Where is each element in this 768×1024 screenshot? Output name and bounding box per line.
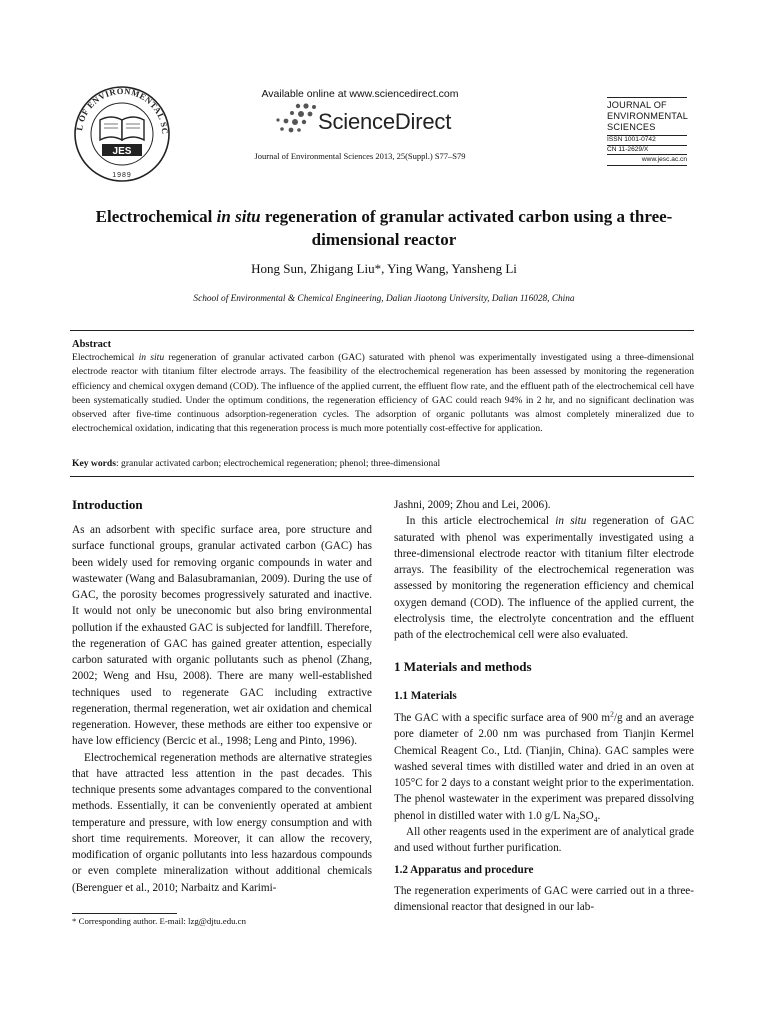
- abstract-top-rule: [70, 330, 694, 331]
- intro-paragraph-3: In this article electrochemical in situ regeneration of GAC saturated with phenol was experimentally investigated using a three-dimensional electrode reactor with titanium filter electrode arrays. The feasibility of the electrochemical regeneration was assessed by monitoring the regeneration efficiency and chemical oxygen demand (COD). The influence of the applied current, the electrolysis time, the electrolyte concentration and the effluent path of the electrochemical cell were also evaluated.: [394, 515, 694, 641]
- sciencedirect-wordmark: ScienceDirect: [318, 109, 452, 134]
- intro-paragraph-1: As an adsorbent with specific surface area, pore structure and surface functional groups, granular activated carbon (GAC) has been widely used for removing organic compounds in water and wastewater (Wang and Balasubramanian, 2009). During the use of GAC, the porosity becomes progressively saturated and inactive. It would not only be uneconomic but also bring environmental pollution if the exhausted GAC is subjected for landfill. Therefore, the regeneration of GAC has gained greater attention, especially carbon saturated with organic pollutants such as phenol (Zhang, 2002; Weng and Hsu, 2008). There are many well-established techniques used to regenerate GAC including extractive regeneration, thermal regeneration, wet air oxidation and chemical regeneration. However, these methods are either too expensive or have low efficiency (Bercic et al., 1998; Leng and Pinto, 1996).: [72, 524, 372, 748]
- journal-website: www.jesc.ac.cn: [641, 156, 687, 163]
- subsection-1-2-heading: 1.2 Apparatus and procedure: [394, 864, 534, 876]
- journal-logo: [62, 84, 182, 184]
- journal-issn: ISSN 1001-0742: [607, 136, 656, 143]
- abstract-text: Electrochemical in situ regeneration of granular activated carbon (GAC) saturated with phenol was experimentally investigated using a three-dimensional electrode reactor with titanium filter electrode arrays. The feasibility of the electrochemical regeneration has been assessed by monitoring the regeneration efficiency and chemical oxygen demand (COD). The influence of the applied current, the effluent flow rate, and the effluent path of the electrochemical cell have been systematically studied. Under the optimum conditions, the regeneration efficiency of GAC could reach 94% in 2 hr, and no significant declination was observed after five-time continuous adsorption-regeneration cycles. The adsorption of organic pollutants was almost completely mineralized due to electrochemical oxidation, indicating that this regeneration process is much more potentially cost-effective for application.: [72, 352, 694, 435]
- materials-paragraph-2: All other reagents used in the experiment are of analytical grade and used without further purification.: [394, 825, 694, 854]
- logo-year: 1989: [112, 172, 132, 179]
- journal-title-line-1: JOURNAL OF: [607, 100, 667, 110]
- journal-title-line-2: ENVIRONMENTAL: [607, 111, 689, 121]
- footnote-rule: [72, 913, 177, 914]
- keywords: Key words: granular activated carbon; electrochemical regeneration; phenol; three-dimensional: [72, 458, 441, 469]
- apparatus-body: [394, 883, 694, 916]
- available-online-text: Available online at www.sciencedirect.com: [261, 88, 459, 100]
- abstract-heading: Abstract: [72, 339, 112, 350]
- article-title: Electrochemical in situ regeneration of granular activated carbon using a three-dimensional reactor: [95, 207, 673, 249]
- introduction-continued: [394, 497, 694, 643]
- section-1-heading: 1 Materials and methods: [394, 659, 532, 674]
- intro-continuation: Jashni, 2009; Zhou and Lei, 2006).: [394, 499, 551, 511]
- apparatus-paragraph-1: The regeneration experiments of GAC were carried out in a three-dimensional reactor that designed in our lab-: [394, 885, 694, 914]
- journal-info-box: [607, 97, 687, 166]
- journal-reference: Journal of Environmental Sciences 2013, 25(Suppl.) S77–S79: [254, 151, 466, 161]
- logo-ring-text: L OF ENVIRONMENTAL SC: [74, 85, 171, 135]
- intro-paragraph-2: Electrochemical regeneration methods are alternative strategies that have attracted less attention in the past decades. This technique presents some advantages compared to the conventional methods. Essentially, it can be conveniently operated at ambient temperature and pressure, with low energy consumption and with short time requirements. Moreover, it can allow the recovery, modification of organic pollutants into less hazardous compounds or even complete mineralization without additional chemicals (Berenguer et al., 2010; Narbaitz and Karimi-: [72, 751, 372, 894]
- logo-abbrev: JES: [112, 146, 132, 157]
- journal-title-line-3: SCIENCES: [607, 122, 656, 132]
- subsection-1-1-heading: 1.1 Materials: [394, 690, 457, 702]
- materials-paragraph-1: The GAC with a specific surface area of 900 $m^2/g$ and an average pore diameter of 2.00 nm was purchased from Tianjin Kermel Chemical Reagent Co., Ltd. (Tianjin, China). GAC samples were washed several times with distilled water and dried in an oven at 105°C for 2 days to a constant weight prior to the experimentation. The phenol wastewater in the experiment was prepared dissolving phenol in distilled water with 1.0 g/L $Na_2SO_4$.: [394, 709, 694, 824]
- abstract-bottom-rule: [70, 476, 694, 477]
- sciencedirect-dots-icon: [268, 102, 320, 136]
- corresponding-author-footnote: * Corresponding author. E-mail: lzg@djtu.edu.cn: [72, 916, 246, 926]
- introduction-body: [72, 522, 372, 896]
- materials-body: [394, 710, 694, 856]
- author-list: Hong Sun, Zhigang Liu*, Ying Wang, Yansheng Li: [251, 261, 517, 276]
- affiliation: School of Environmental & Chemical Engineering, Dalian Jiaotong University, Dalian 116028, China: [193, 294, 575, 304]
- journal-cn: CN 11-2629/X: [607, 145, 649, 153]
- introduction-heading: Introduction: [72, 497, 143, 512]
